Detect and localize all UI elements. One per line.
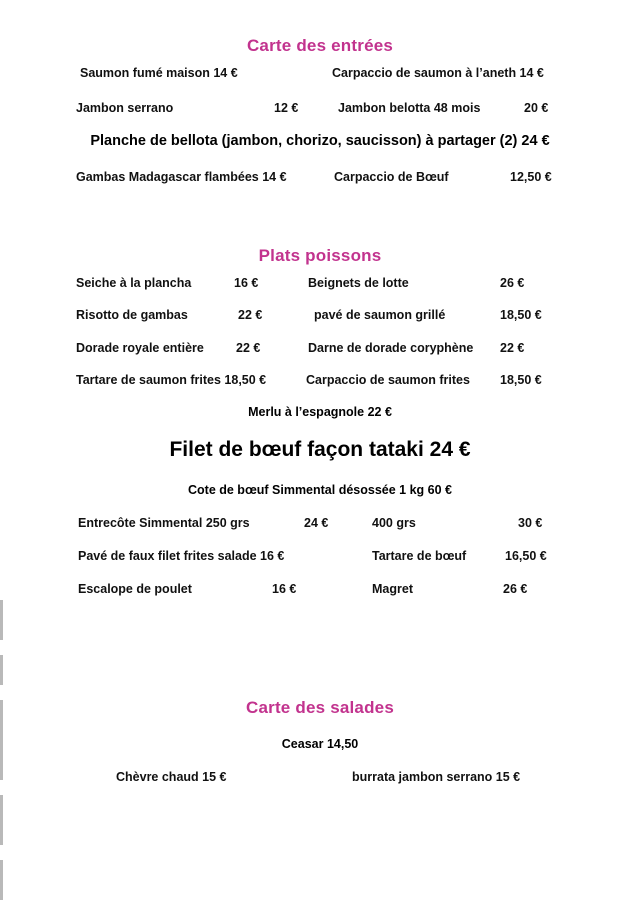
scan-edge-mark (0, 860, 3, 900)
item-name-right: Jambon belotta 48 mois (338, 101, 481, 115)
menu-row-ceasar: Ceasar 14,50 (281, 737, 359, 751)
item-name-left: Dorade royale entière (76, 341, 204, 355)
item-price-left: 22 € (238, 308, 263, 322)
item-price-left: 16 € (272, 582, 297, 596)
item-name-right: Carpaccio de saumon à l’aneth 14 € (332, 66, 544, 80)
feature-item-cote-de-boeuf: Cote de bœuf Simmental désossée 1 kg 60 € (188, 483, 452, 497)
item-name-left: Entrecôte Simmental 250 grs (78, 516, 250, 530)
item-name-left: Seiche à la plancha (76, 276, 192, 290)
item-name-left: Risotto de gambas (76, 308, 188, 322)
item-price-right: 30 € (518, 516, 543, 530)
feature-item-planche: Planche de bellota (jambon, chorizo, saucisson) à partager (2) 24 € (90, 133, 550, 149)
item-name-left: Saumon fumé maison 14 € (80, 66, 238, 80)
item-price-left: 24 € (304, 516, 329, 530)
item-name-right: Darne de dorade coryphène (308, 341, 474, 355)
item-price-right: 22 € (500, 341, 525, 355)
section-title-salades: Carte des salades (246, 698, 394, 717)
section-title-entrees: Carte des entrées (246, 36, 394, 55)
item-price-right: 12,50 € (510, 170, 552, 184)
item-name-left: Chèvre chaud 15 € (116, 770, 227, 784)
item-price-left: 16 € (234, 276, 259, 290)
item-name-right: burrata jambon serrano 15 € (352, 770, 521, 784)
item-price-right: 18,50 € (500, 308, 542, 322)
scan-edge-mark (0, 655, 3, 685)
item-price-left: 12 € (274, 101, 299, 115)
item-price-right: 18,50 € (500, 373, 542, 387)
item-name-left: Escalope de poulet (78, 582, 192, 596)
item-name-left: Jambon serrano (76, 101, 174, 115)
item-name-right: Beignets de lotte (308, 276, 409, 290)
scan-edge-mark (0, 795, 3, 845)
item-price-right: 16,50 € (505, 549, 547, 563)
scan-edge-mark (0, 600, 3, 640)
item-name-right: Carpaccio de Bœuf (334, 170, 449, 184)
item-name-right: Tartare de bœuf (372, 549, 467, 563)
menu-row-merlu: Merlu à l’espagnole 22 € (248, 405, 392, 419)
item-price-left: 22 € (236, 341, 261, 355)
item-name-right: Carpaccio de saumon frites (306, 373, 470, 387)
item-name-right: pavé de saumon grillé (314, 308, 446, 322)
item-price-right: 26 € (500, 276, 525, 290)
item-name-right: Magret (372, 582, 413, 596)
item-price-right: 26 € (503, 582, 528, 596)
item-price-right: 20 € (524, 101, 549, 115)
feature-item-filet-de-boeuf: Filet de bœuf façon tataki 24 € (169, 438, 471, 461)
item-name-left: Gambas Madagascar flambées 14 € (76, 170, 287, 184)
item-name-right: 400 grs (372, 516, 416, 530)
section-title-plats-poissons: Plats poissons (258, 246, 382, 265)
item-name-left: Tartare de saumon frites 18,50 € (76, 373, 267, 387)
item-name-left: Pavé de faux filet frites salade 16 € (78, 549, 285, 563)
